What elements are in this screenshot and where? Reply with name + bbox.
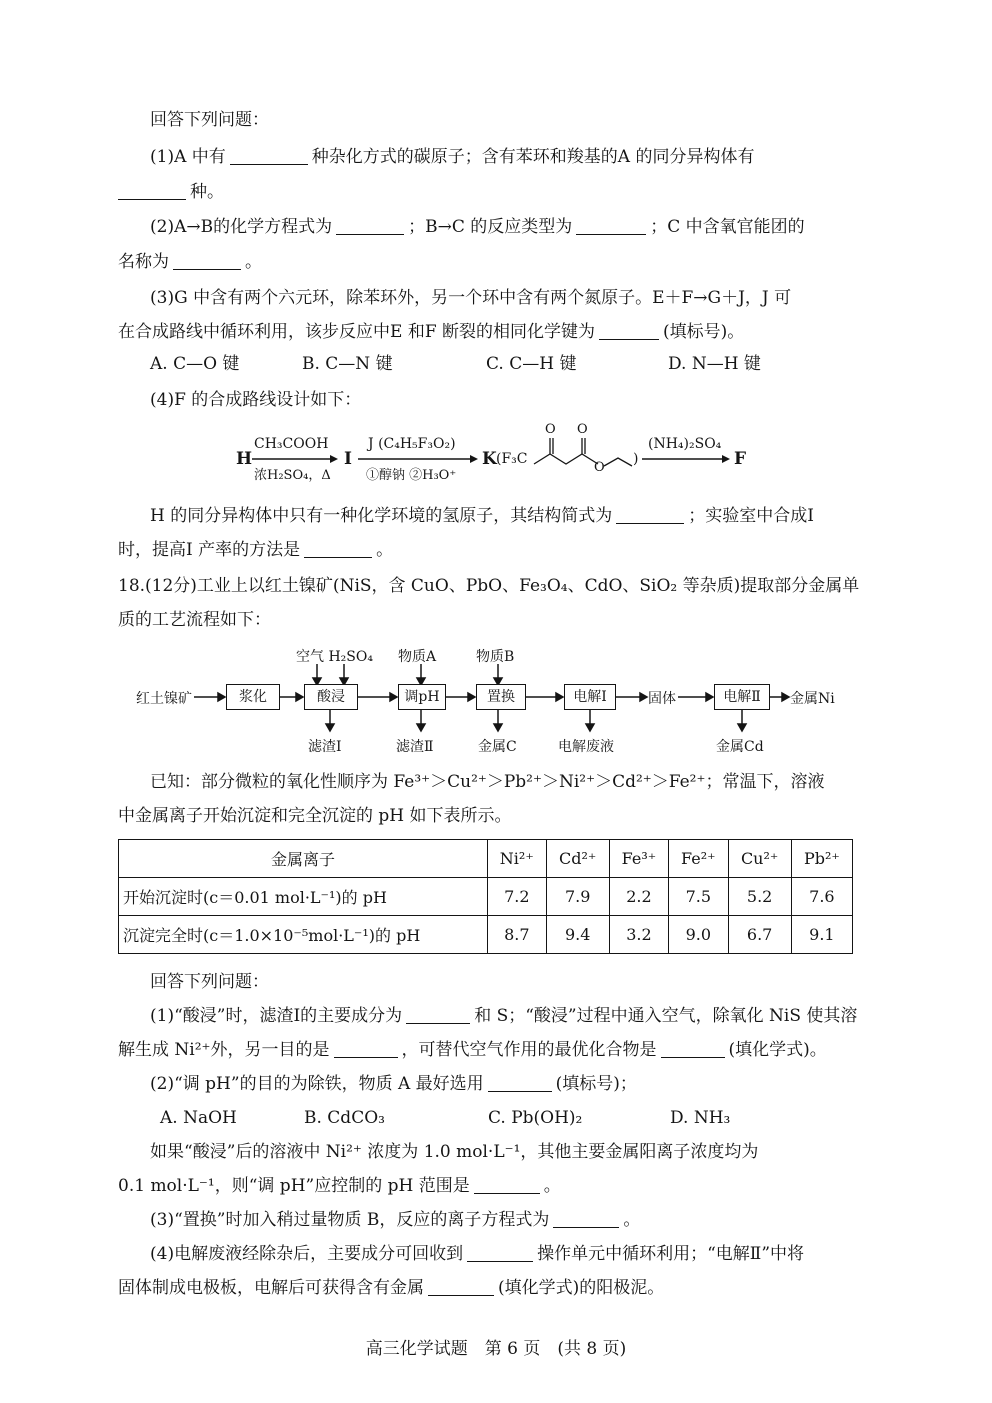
k-formula-left: (F₃C [496,451,528,467]
q17-part4-line3: 时，提高I 产率的方法是 。 [118,540,394,560]
answer-blank[interactable] [474,1175,540,1194]
flow-box-acid-leach: 酸浸 [304,684,358,710]
answer-blank[interactable] [118,181,186,200]
flow-output-metal-c: 金属C [478,739,517,755]
reagent-1-bottom: 浓H₂SO₄，Δ [254,468,331,483]
flow-output-residue-2: 滤渣Ⅱ [396,739,434,755]
answer-blank[interactable] [336,216,404,235]
flow-input-substance-b: 物质B [476,649,515,665]
ph-table [118,839,853,954]
option-nh3[interactable]: D. NH₃ [670,1108,731,1128]
q17-part2-line2: 名称为 。 [118,252,262,272]
q18-part2-line2: 如果“酸浸”后的溶液中 Ni²⁺ 浓度为 1.0 mol·L⁻¹，其他主要金属阳离子浓度均为 [150,1142,759,1162]
answer-blank[interactable] [173,251,241,270]
flow-end-label: 金属Ni [790,691,835,707]
table-header-cell: Fe³⁺ [609,840,668,878]
known-info-line2: 中金属离子开始沉淀和完全沉淀的 pH 如下表所示。 [118,806,512,826]
table-cell: 9.0 [669,916,728,954]
table-cell: 3.2 [609,916,668,954]
flow-output-waste-liquid: 电解废液 [558,739,614,755]
table-cell: 7.5 [669,878,728,916]
k-formula-right: ) [633,451,639,467]
table-cell: 6.7 [728,916,791,954]
answer-blank[interactable] [406,1005,470,1024]
compound-i: I [344,449,352,469]
answer-blank[interactable] [661,1039,725,1058]
table-row [119,916,853,954]
reagent-3-top: (NH₄)₂SO₄ [648,436,722,452]
table-header-cell: Fe²⁺ [669,840,728,878]
q18-part1-line1: (1)“酸浸”时，滤渣Ⅰ的主要成分为 和 S；“酸浸”过程中通入空气，除氧化 NiS 使其溶 [150,1006,858,1026]
q17-part2-line1: (2)A→B的化学方程式为 ；B→C 的反应类型为 ；C 中含氧官能团的 [150,217,805,237]
page-footer: 高三化学试题 第 6 页 (共 8 页) [365,1339,627,1359]
table-header-cell: Cd²⁺ [546,840,609,878]
table-header-cell: Cu²⁺ [728,840,791,878]
flow-box-electrolysis-2: 电解Ⅱ [714,684,770,710]
synthesis-route [232,424,752,494]
q18-part1-line2: 解生成 Ni²⁺外，另一目的是 ，可替代空气作用的最优化合物是 (填化学式)。 [118,1040,827,1060]
table-row-label: 开始沉淀时(c＝0.01 mol·L⁻¹)的 pH [119,878,488,916]
q18-part4-line1: (4)电解废液经除杂后，主要成分可回收到 操作单元中循环利用；“电解Ⅱ”中将 [150,1244,805,1264]
option-pboh2[interactable]: C. Pb(OH)₂ [488,1108,583,1128]
answer-blank[interactable] [576,216,646,235]
option-b[interactable]: B. C—N 键 [302,354,393,374]
compound-k: K [482,449,497,469]
q18-part2-line1: (2)“调 pH”的目的为除铁，物质 A 最好选用 (填标号)； [150,1074,637,1094]
table-cell: 9.1 [791,916,852,954]
flow-box-electrolysis-1: 电解Ⅰ [564,684,616,710]
answer-blank[interactable] [304,539,372,558]
reagent-2-bottom: ①醇钠 ②H₃O⁺ [366,468,457,483]
answer-blank[interactable] [334,1039,398,1058]
table-cell: 7.9 [546,878,609,916]
q17-part1-line1: (1)A 中有 种杂化方式的碳原子；含有苯环和羧基的A 的同分异构体有 [150,147,755,167]
answer-intro: 回答下列问题： [150,110,269,130]
table-cell: 2.2 [609,878,668,916]
reagent-2-top: J (C₄H₅F₃O₂) [368,436,456,452]
flow-box-adjust-ph: 调pH [398,684,446,710]
table-cell: 7.6 [791,878,852,916]
table-cell: 5.2 [728,878,791,916]
q18-part4-line2: 固体制成电极板，电解后可获得含有金属 (填化学式)的阳极泥。 [118,1278,665,1298]
answer-blank[interactable] [488,1073,552,1092]
option-a[interactable]: A. C—O 键 [150,354,240,374]
flow-output-metal-cd: 金属Cd [716,739,764,755]
k-oxygen-1: O [545,422,556,437]
q17-part1-line2: 种。 [118,180,224,204]
q17-part3-line2: 在合成路线中循环利用，该步反应中E 和F 断裂的相同化学键为 (填标号)。 [118,322,745,342]
table-cell: 8.7 [488,916,547,954]
flow-input-air-acid: 空气 H₂SO₄ [296,649,373,665]
table-cell: 7.2 [488,878,547,916]
answer-blank[interactable] [599,321,659,340]
option-cdco3[interactable]: B. CdCO₃ [304,1108,385,1128]
q17-part4: (4)F 的合成路线设计如下： [150,390,362,410]
table-header-cell: 金属离子 [119,840,488,878]
known-info-line1: 已知：部分微粒的氧化性顺序为 Fe³⁺＞Cu²⁺＞Pb²⁺＞Ni²⁺＞Cd²⁺＞Fe²⁺；常温下，溶液 [150,772,825,792]
k-oxygen-3: O [594,460,605,475]
flow-solid-label: 固体 [648,691,676,707]
answer-blank[interactable] [230,146,308,165]
q17-part3-line1: (3)G 中含有两个六元环，除苯环外，另一个环中含有两个氮原子。E＋F→G＋J，J 可 [150,288,792,308]
flow-box-displacement: 置换 [476,684,526,710]
table-header-row [119,840,853,878]
option-c[interactable]: C. C—H 键 [486,354,577,374]
flow-box-slurry: 浆化 [226,684,280,710]
table-header-cell: Ni²⁺ [488,840,547,878]
reagent-1-top: CH₃COOH [254,436,329,452]
flow-output-residue-1: 滤渣Ⅰ [308,739,342,755]
answer-blank[interactable] [553,1209,619,1228]
q18-part2-line3: 0.1 mol·L⁻¹，则“调 pH”应控制的 pH 范围是 。 [118,1176,561,1196]
answer-blank[interactable] [616,505,684,524]
table-row-label: 沉淀完全时(c＝1.0×10⁻⁵mol·L⁻¹)的 pH [119,916,488,954]
answer-blank[interactable] [428,1277,494,1296]
table-row [119,878,853,916]
q18-intro-line2: 质的工艺流程如下： [118,610,271,630]
answer-blank[interactable] [467,1243,533,1262]
process-flowchart [132,640,852,760]
option-d[interactable]: D. N—H 键 [668,354,761,374]
compound-f: F [734,449,747,469]
q17-part4-line2: H 的同分异构体中只有一种化学环境的氢原子，其结构简式为 ；实验室中合成I [150,506,814,526]
table-header-cell: Pb²⁺ [791,840,852,878]
flow-start-label: 红土镍矿 [136,691,192,707]
table-cell: 9.4 [546,916,609,954]
answer-intro-2: 回答下列问题： [150,972,269,992]
flow-input-substance-a: 物质A [398,649,437,665]
k-oxygen-2: O [577,422,588,437]
option-naoh[interactable]: A. NaOH [160,1108,237,1128]
q18-part3: (3)“置换”时加入稍过量物质 B，反应的离子方程式为 。 [150,1210,641,1230]
compound-h: H [236,449,253,469]
q18-intro-line1: 18.(12分)工业上以红土镍矿(NiS，含 CuO、PbO、Fe₃O₄、CdO、SiO₂ 等杂质)提取部分金属单 [118,576,860,596]
